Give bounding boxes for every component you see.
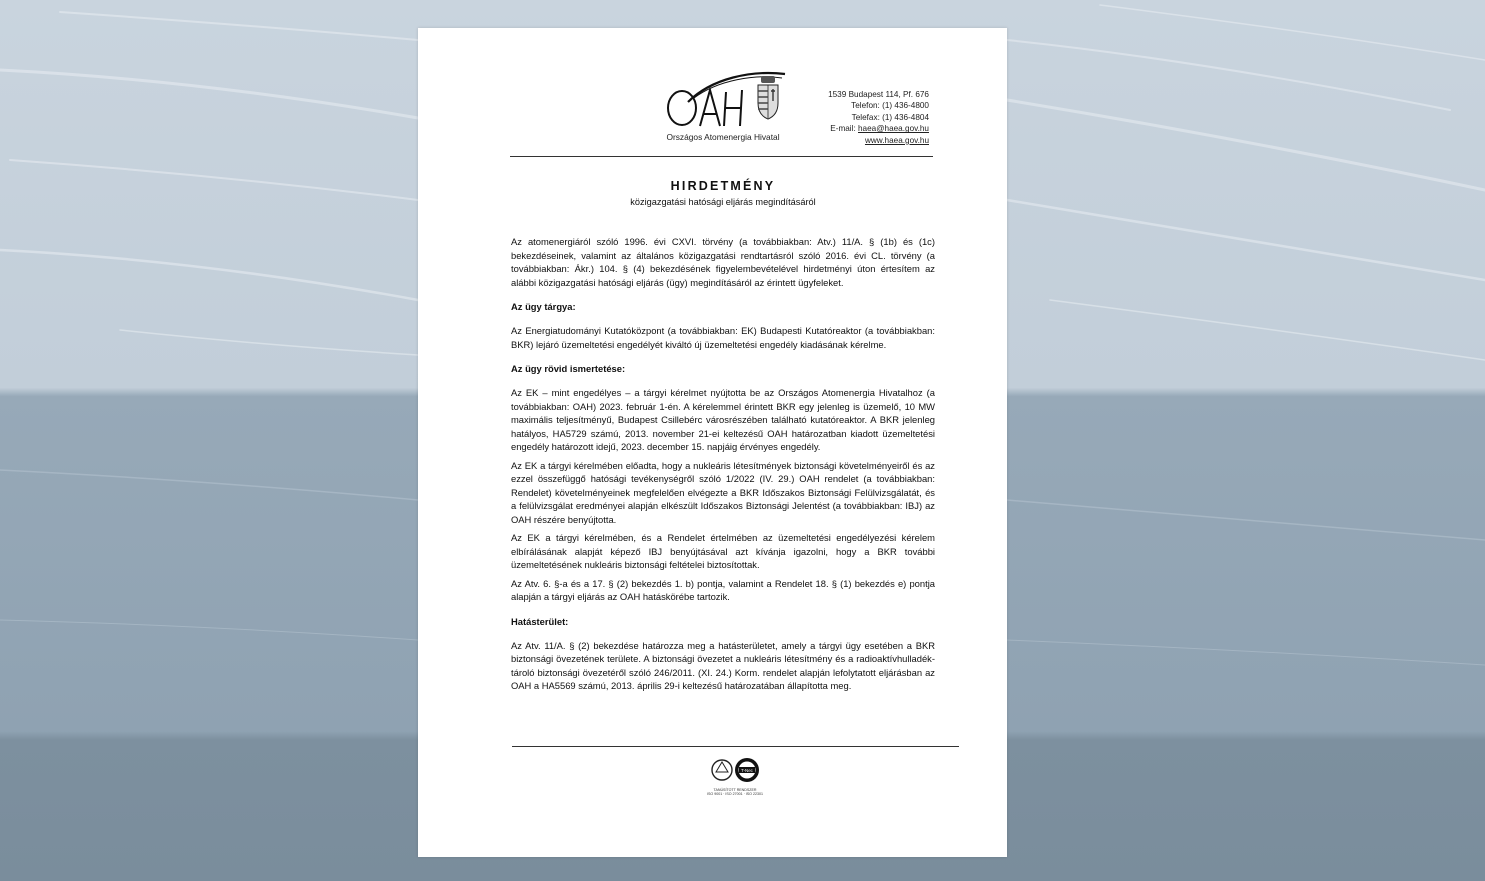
contact-fax: Telefax: (1) 436-4804	[851, 112, 929, 122]
summary-paragraph-4: Az Atv. 6. §-a és a 17. § (2) bekezdés 1. b) pontja, valamint a Rendelet 18. § (1) bekezdés e) pontja alapján a tárgyi eljárás az OAH hatáskörébe tartozik.	[511, 577, 935, 602]
cert-caption-line-2: ISO 9001 · ISO 27001 · ISO 22301	[707, 792, 763, 797]
contact-phone: Telefon: (1) 436-4800	[851, 101, 929, 111]
area-heading: Hatásterület:	[511, 615, 569, 627]
org-name: Országos Atomenergia Hivatal	[666, 132, 780, 142]
summary-paragraph-3: Az EK a tárgyi kérelmében, és a Rendelet értelmében az üzemeltetési engedélyezési kérelem elbírálásának alapját képező IBJ benyújtásával azt kívánja igazolni, hogy a BKR további üzemeltetésének nukleáris biztonsági feltételei biztosítottak.	[511, 532, 935, 570]
header-divider	[510, 156, 933, 157]
contact-email-line	[828, 123, 929, 134]
contact-email-link[interactable]: haea@haea.gov.hu	[858, 124, 929, 134]
cert-caption-line-1: TANÚSÍTOTT RENDSZER	[713, 788, 757, 792]
contact-email-label: E-mail:	[830, 124, 858, 134]
cert-caption	[702, 788, 768, 797]
subject-heading: Az ügy tárgya:	[511, 301, 576, 312]
summary-heading: Az ügy rövid ismertetése:	[511, 363, 626, 374]
area-paragraph: Az Atv. 11/A. § (2) bekezdése határozza meg a hatásterületet, amely a tárgyi ügy esetében a BKR biztonsági övezetének területe. A biztonsági övezetet a nukleáris létesítmény és a radioaktívhulladék-tároló biztonsági övezetéről szóló 246/2011. (XI. 24.) Korm. rendelet alapján lefolytatott eljárásban az OAH a HA5569 számú, 2013. április 29-i keltezésű határozatában állapította meg.	[511, 639, 935, 691]
contact-block	[828, 89, 929, 146]
document-page	[418, 28, 1007, 857]
coat-of-arms-icon	[753, 75, 783, 121]
contact-address: 1539 Budapest 114, Pf. 676	[828, 90, 929, 99]
subject-paragraph: Az Energiatudományi Kutatóközpont (a továbbiakban: EK) Budapesti Kutatóreaktor (a továbbiakban: BKR) lejáró üzemeltetési engedélyét kiváltó új üzemeltetési engedély kiadásának kérelme.	[511, 325, 935, 350]
summary-paragraph-1: Az EK – mint engedélyes – a tárgyi kérelmet nyújtotta be az Országos Atomenergia Hivatalhoz (a továbbiakban: OAH) 2023. február 1-én. A kérelemmel érintett BKR egy jelenleg is üzemelő, 10 MW maximális teljesítményű, Budapest Csillebérc városrészében található kutatóreaktor. A BKR jelenleg hatályos, HA5729 számú, 2013. november 21-ei keltezésű OAH határozatban kiadott üzemeltetési engedély határozott idejű, 2023. december 15. napjáig érvényes engedély.	[511, 387, 935, 452]
document-subtitle: közigazgatási hatósági eljárás megindításáról	[630, 197, 816, 207]
document-body	[511, 235, 935, 693]
footer-divider	[512, 746, 959, 747]
intro-paragraph: Az atomenergiáról szóló 1996. évi CXVI. törvény (a továbbiakban: Atv.) 11/A. § (1b) és (1c) bekezdéseinek, valamint az általános közigazgatási rendtartásról szóló 2016. évi CL. törvény (a továbbiakban: Ákr.) 104. § (4) bekezdésének figyelembevételével hirdetményi úton értesítem az alábbi közigazgatási hatósági eljárás (ügy) megindításáról az érintett ügyfeleket.	[511, 236, 935, 288]
contact-website-link[interactable]: www.haea.gov.hu	[864, 135, 929, 145]
document-title: HIRDETMÉNY	[670, 179, 776, 193]
cert-badge-text: T-Nec	[741, 767, 753, 773]
summary-paragraph-2: Az EK a tárgyi kérelmében előadta, hogy a nukleáris létesítmények biztonsági követelményeiről és az ezzel összefüggő hatósági tevékenységről szóló 1/2022 (IV. 29.) OAH rendelet (a továbbiakban: Rendelet) követelményeinek megfelelően elvégezte a BKR Időszakos Biztonsági Felülvizsgálatát, és a felülvizsgálat eredményei alapján elkészült Időszakos Biztonsági Jelentést (a továbbiakban: IBJ) az OAH részére benyújtotta.	[511, 459, 935, 525]
